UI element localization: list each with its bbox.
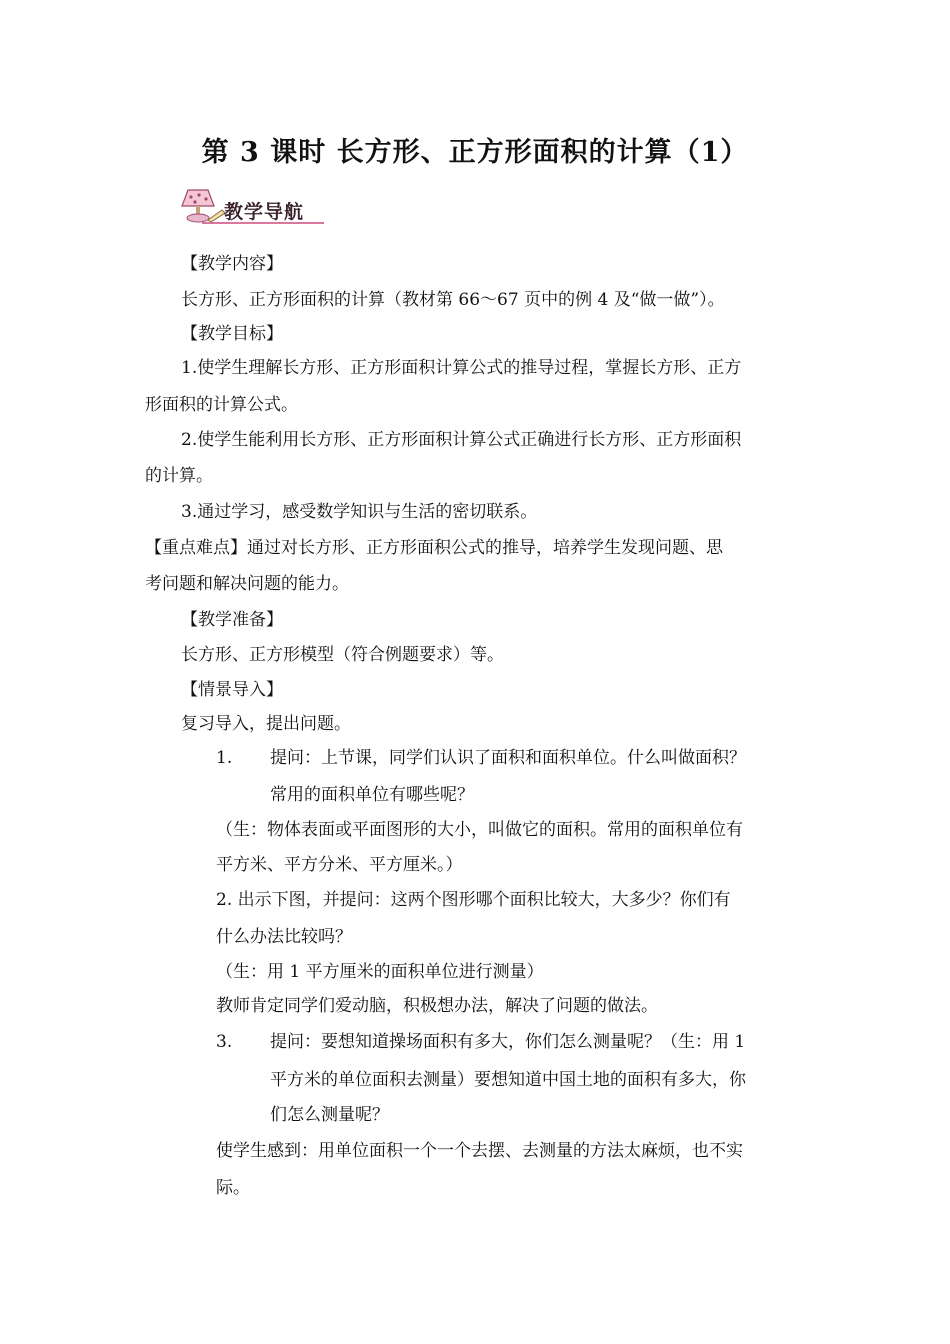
- heading-scene-intro: 【情景导入】: [181, 680, 283, 700]
- goal-1-line-1: 1.使学生理解长方形、正方形面积计算公式的推导过程，掌握长方形、正方: [181, 358, 742, 378]
- question-3-number: 3.: [216, 1032, 233, 1052]
- content-text: 长方形、正方形面积的计算（教材第 66～67 页中的例 4 及“做一做”）。: [181, 290, 725, 310]
- teaching-guide-badge: [178, 184, 328, 230]
- teacher-comment: 教师肯定同学们爱动脑，积极想办法，解决了问题的做法。: [216, 996, 658, 1016]
- key-points-line-1: 【重点难点】通过对长方形、正方形面积公式的推导，培养学生发现问题、思: [145, 538, 723, 558]
- goal-3: 3.通过学习，感受数学知识与生活的密切联系。: [181, 502, 538, 522]
- answer-1-line-1: （生：物体表面或平面图形的大小，叫做它的面积。常用的面积单位有: [216, 820, 743, 840]
- heading-teaching-goals: 【教学目标】: [181, 324, 283, 344]
- question-2-line-1: 2. 出示下图，并提问：这两个图形哪个面积比较大，大多少？你们有: [216, 890, 731, 910]
- intro-text: 复习导入，提出问题。: [181, 714, 351, 734]
- heading-teaching-content: 【教学内容】: [181, 254, 283, 274]
- lesson-title: 第 3 课时 长方形、正方形面积的计算（1）: [201, 137, 749, 168]
- conclusion-line-2: 际。: [216, 1178, 250, 1198]
- conclusion-line-1: 使学生感到：用单位面积一个一个去摆、去测量的方法太麻烦，也不实: [216, 1141, 743, 1161]
- goal-2-line-2: 的计算。: [145, 466, 213, 486]
- question-3-line-1: 提问：要想知道操场面积有多大，你们怎么测量呢？（生：用 1: [270, 1032, 746, 1052]
- question-1-line-2: 常用的面积单位有哪些呢？: [270, 785, 474, 805]
- question-3-line-3: 们怎么测量呢？: [270, 1105, 389, 1125]
- goal-1-line-2: 形面积的计算公式。: [145, 395, 298, 415]
- question-2-line-2: 什么办法比较吗？: [216, 927, 352, 947]
- answer-2: （生：用 1 平方厘米的面积单位进行测量）: [216, 962, 544, 982]
- badge-label: 教学导航: [224, 201, 305, 223]
- question-1-number: 1.: [216, 748, 233, 768]
- question-1-line-1: 提问：上节课，同学们认识了面积和面积单位。什么叫做面积？: [270, 748, 746, 768]
- prep-text: 长方形、正方形模型（符合例题要求）等。: [181, 645, 504, 665]
- question-3-line-2: 平方米的单位面积去测量）要想知道中国土地的面积有多大，你: [270, 1070, 746, 1090]
- key-points-line-2: 考问题和解决问题的能力。: [145, 574, 349, 594]
- heading-teaching-prep: 【教学准备】: [181, 610, 283, 630]
- answer-1-line-2: 平方米、平方分米、平方厘米。）: [216, 855, 463, 875]
- goal-2-line-1: 2.使学生能利用长方形、正方形面积计算公式正确进行长方形、正方形面积: [181, 430, 742, 450]
